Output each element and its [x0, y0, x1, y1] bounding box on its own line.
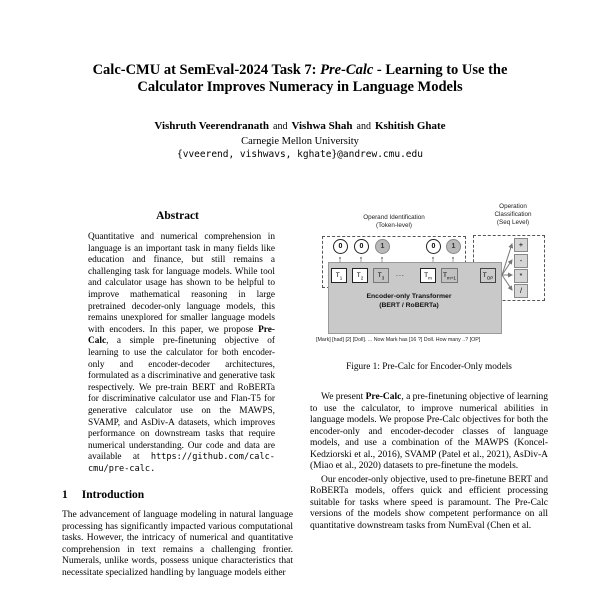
left-column — [62, 210, 293, 581]
github-url-link[interactable]: https://github.com/calc-cmu/pre-calc. — [88, 452, 275, 474]
p1-part2: , a pre-finetuning objective of learning to use the calculator, to improve numerical abilities in language models. We propose Pre-Calc objectives for both the encoder-only and encoder-decoder classes of language models, and use a combination of the MAWPS (Koncel-Kedziorski et al., 2016), SVAMP (Patel et al., 2021), AsDiv-A (Miao et al., 2020) datasets to pre-finetune the models. — [310, 392, 549, 471]
token-box: $T_3$ — [373, 268, 389, 283]
up-arrow-icon: ↑ — [430, 254, 436, 264]
operation-label-line1: Operation — [499, 203, 527, 210]
figure-caption: Figure 1: Pre-Calc for Encoder-Only models — [346, 362, 512, 372]
section-1-heading — [62, 489, 293, 501]
up-arrow-icon: ↑ — [358, 254, 364, 264]
up-arrow-icon: ↑ — [450, 254, 456, 264]
label-circle: 0 — [354, 239, 369, 254]
author-line — [0, 120, 600, 132]
token-box: $T_{m+1}$ — [441, 268, 458, 283]
token-box: $T_2$ — [352, 268, 368, 283]
author-2: Vishwa Shah — [291, 120, 353, 132]
title-part2: - Learning to Use the — [373, 62, 508, 78]
operation-label-line3: (Seq Level) — [496, 219, 530, 226]
figure-1 — [310, 200, 548, 348]
intro-paragraph: The advancement of language modeling in natural language processing has significantly impacted various computational tasks. However, the intricacy of numerical and quantitative comprehension in text remains a challenging frontier. Numerals, unlike words, possess unique characteristics that necessitate specialized handling by language models either — [62, 510, 293, 578]
encoder-label-line2: (BERT / RoBERTa) — [379, 302, 439, 309]
author-3: Kshitish Ghate — [374, 120, 446, 132]
op-token-box: $T_{OP}$ — [480, 268, 496, 283]
author-separator: and — [273, 121, 288, 132]
abstract-text — [88, 232, 275, 475]
token-box: $T_1$ — [331, 268, 347, 283]
operation-box: / — [514, 284, 528, 298]
right-paragraph-1 — [310, 392, 548, 473]
right-column — [310, 200, 548, 534]
title-part1: Calc-CMU at SemEval-2024 Task 7: — [92, 62, 321, 78]
p1-part1: We present — [321, 392, 366, 402]
operation-box: + — [514, 238, 528, 252]
operand-label-line1: Operand Identification — [363, 214, 425, 221]
fan-arrows-icon — [501, 238, 514, 298]
up-arrow-icon: ↑ — [379, 254, 385, 264]
label-circle: 0 — [333, 239, 348, 254]
title-line2: Calculator Improves Numeracy in Language Models — [137, 79, 463, 95]
token-ellipsis: ... — [396, 271, 405, 278]
figure-input-text: [Mark] [had] [2] [Doll]. ... Now Mark has [16 ?] Doll. How many ..? [OP] — [316, 337, 481, 343]
operation-label-line2: Classification — [494, 211, 532, 218]
p1-bold-precalc: Pre-Calc — [365, 392, 402, 402]
paper-header — [0, 62, 600, 160]
label-circle: 1 — [375, 239, 390, 254]
encoder-label — [334, 292, 484, 310]
title-italic: Pre-Calc — [320, 62, 374, 78]
abstract-heading: Abstract — [156, 210, 199, 222]
token-box: $T_m$ — [420, 268, 436, 283]
up-arrow-icon: ↑ — [337, 254, 343, 264]
author-1: Vishruth Veerendranath — [154, 120, 270, 132]
operand-label-line2: (Token-level) — [375, 222, 413, 229]
paper-title — [50, 62, 550, 96]
author-separator: and — [356, 121, 371, 132]
abstract-part1: Quantitative and numerical comprehension in language is an important task in many fields like education and finance, but still remains a challenging task for language models. While tool and calculator usage has shown to be helpful to improve mathematical reasoning in large pretrained decoder-only language models, this remains unexplored for smaller language models with encoders. In this paper, we propose — [88, 232, 275, 335]
abstract-part2: , a simple pre-finetuning objective of learning to use the calculator for both encoder-only and encoder-decoder architectures, formulated as a discriminative and generative task respectively. We pre-train BERT and RoBERTa for discriminative calculator use and Flan-T5 for generative calculator use on the MAWPS, SVAMP, and AsDiv-A datasets, which improves performance on downstream tasks that require numerical understanding. Our code and data are available at — [88, 336, 275, 463]
operation-box: * — [514, 269, 528, 283]
label-circle: 1 — [446, 239, 461, 254]
operation-box: - — [514, 254, 528, 268]
label-circle: 0 — [426, 239, 441, 254]
affiliation: Carnegie Mellon University — [241, 136, 359, 147]
section-number: 1 — [62, 489, 68, 502]
operation-classification-label — [482, 203, 544, 227]
abstract-bold-precalc: Pre-Calc — [88, 324, 275, 347]
right-paragraph-2: Our encoder-only objective, used to pre-finetune BERT and RoBERTa models, offers quick and efficient processing suitable for tasks where speed is paramount. The Pre-Calc versions of the models show competent performance on all quantitative downstream tasks from NumEval (Chen et al. — [310, 474, 548, 531]
section-title: Introduction — [81, 489, 145, 502]
email-line: {vveerend, vishwavs, kghate}@andrew.cmu.edu — [177, 149, 423, 160]
operand-identification-label — [338, 214, 450, 230]
encoder-label-line1: Encoder-only Transformer — [366, 293, 452, 300]
